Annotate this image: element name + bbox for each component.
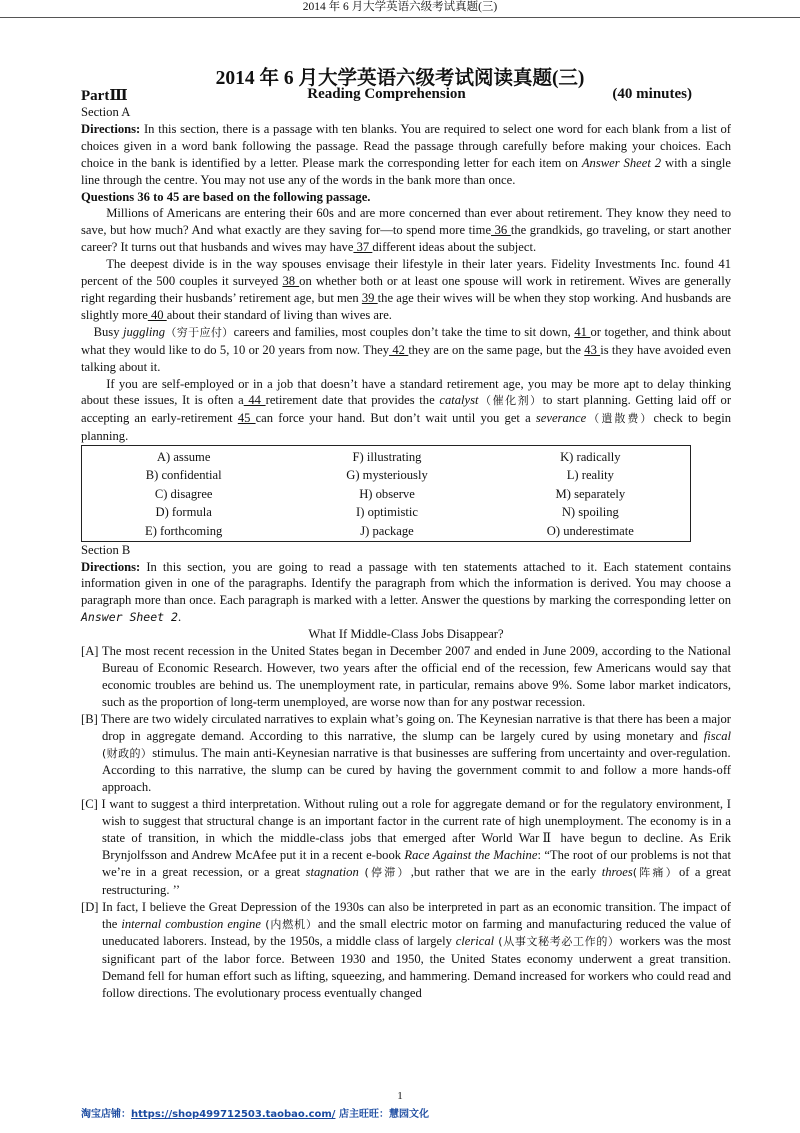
shop-footer: [81, 1105, 429, 1120]
blank-43: 43: [584, 342, 601, 357]
text-run: ,but rather that we are in the early: [410, 864, 602, 879]
text-run: : “The root of our problems is not that we’re in a great recession, or a great: [102, 847, 731, 879]
text-run: the age their wives will be when they stop working. And husbands are slightly more: [81, 290, 731, 322]
shop-link[interactable]: https://shop499712503.taobao.com/: [131, 1109, 336, 1120]
shop-label: 淘宝店铺：: [81, 1109, 131, 1120]
text-run: and the small electric motor on farming and manufacturing reduced the value of uneducated laborers. Instead, by the 1950s, a middle class of largely: [102, 916, 731, 949]
word-bank-option: O) underestimate: [546, 523, 634, 538]
passage-paragraph-2: [81, 256, 731, 324]
text-run: can force your hand. But don’t wait until you get a: [255, 411, 536, 426]
section-a-directions: [81, 121, 731, 189]
part-name: Reading Comprehension: [307, 86, 466, 102]
gloss-cn: （穷于应付）: [165, 325, 234, 339]
gloss-cn: (从事文秘考必工作的）: [494, 935, 620, 949]
term-severance: severance: [535, 411, 587, 426]
term-internal-combustion-engine: internal combustion engine: [121, 916, 261, 931]
word-bank-row: [82, 485, 692, 504]
text-run: they are on the same page, but the: [408, 342, 585, 357]
term-stagnation: stagnation: [305, 864, 359, 879]
word-bank-table: [82, 448, 692, 541]
blank-39: 39: [361, 290, 378, 305]
word-bank-row: [82, 448, 692, 467]
text-run: check to begin planning.: [81, 411, 731, 444]
page-number: 1: [397, 1090, 403, 1102]
passage-paragraph-4: [81, 376, 731, 446]
text-run: of a great restructuring. ’’: [102, 864, 732, 897]
word-bank-row: [82, 522, 692, 541]
word-bank-option: G) mysteriously: [346, 468, 428, 483]
directions-tail: .: [177, 610, 182, 625]
document-body: [81, 104, 731, 1002]
gloss-cn: （催化剂）: [478, 394, 543, 408]
passage-title: What If Middle-Class Jobs Disappear?: [308, 627, 504, 642]
running-header: 2014 年 6 月大学英语六级考试真题(三): [0, 0, 800, 18]
term-throes: throes: [601, 864, 633, 879]
directions-tail: with a single line through the centre. You may not use any of the words in the bank more than once.: [81, 155, 731, 187]
word-bank: [81, 445, 691, 542]
text-run: to start planning. Getting laid off or accepting an early-retirement: [81, 393, 732, 426]
questions-heading: Questions 36 to 45 are based on the following passage.: [81, 189, 371, 204]
text-run: the grandkids, go traveling, or start another career? It turns out that husbands and wives may have: [81, 223, 732, 255]
blank-37: 37: [353, 240, 373, 255]
blank-44: 44: [243, 393, 266, 408]
text-run: [B] There are two widely circulated narratives to explain what’s going on. The Keynesian narrative is that there has been a major drop in aggregate demand. According to this narrative, the slump can be largely cured by using monetary and: [81, 711, 731, 743]
gloss-cn: （遣散费）: [586, 412, 654, 426]
section-b-directions: [81, 559, 731, 627]
word-bank-option: H) observe: [359, 486, 415, 501]
text-run: The deepest divide is in the way spouses envisage their lifestyle in their later years. Fidelity Investments Inc. found 41 percent of the 500 couples it surveyed: [81, 257, 731, 289]
word-bank-option: I) optimistic: [356, 505, 418, 520]
text-run: Millions of Americans are entering their 60s and are more concerned than ever about retirement. They know they need to save, but how much? And what exactly are they saving for—to spend more time: [81, 206, 731, 238]
paragraph-c: [81, 796, 731, 898]
answer-sheet-ref: Answer Sheet 2: [81, 610, 178, 625]
passage-paragraph-1: [81, 205, 731, 256]
text-run: retirement date that provides the: [265, 393, 440, 408]
word-bank-option: N) spoiling: [561, 505, 619, 520]
directions-label: Directions:: [81, 121, 141, 136]
blank-38: 38: [282, 274, 300, 289]
answer-sheet-ref: Answer Sheet 2: [581, 155, 662, 170]
text-run: [D] In fact, I believe the Great Depression of the 1930s can also be interpreted in part as an economic transition. The impact of the: [81, 899, 731, 931]
word-bank-option: L) reality: [566, 468, 614, 483]
section-b-label: Section B: [81, 542, 131, 557]
text-run: about their standard of living than wives are.: [166, 307, 392, 322]
directions-text: In this section, there is a passage with ten blanks. You are required to select one word for each blank from a list of choices given in a word bank following the passage. Read the passage through carefully before making your choices. Each choice in the bank is identified by a letter. Please mark the corresponding letter for each item on: [81, 121, 731, 170]
word-bank-option: E) forthcoming: [145, 523, 223, 538]
text-run: is they have avoided even talking about it.: [81, 342, 732, 374]
text-run: [C] I want to suggest a third interpretation. Without ruling out a role for aggregate demand or for the regulatory environment, I wish to suggest that structural change is an important factor in the current rate of high unemployment. The economy is in a state of transition, in which the middle-class jobs that emerged after World WarⅡ have begun to decline. As Erik Brynjolfsson and Andrew McAfee put it in a recent e-book: [81, 797, 731, 862]
word-bank-option: B) confidential: [145, 468, 222, 483]
word-bank-option: A) assume: [156, 449, 211, 464]
blank-41: 41: [574, 324, 591, 339]
word-bank-option: C) disagree: [154, 486, 213, 501]
blank-42: 42: [389, 342, 409, 357]
blank-36: 36: [491, 223, 511, 238]
directions-label: Directions:: [81, 559, 141, 574]
word-bank-row: [82, 467, 692, 486]
book-title: Race Against the Machine: [404, 847, 538, 862]
word-bank-option: J) package: [360, 523, 414, 538]
part-time: (40 minutes): [612, 86, 692, 102]
text-run: stimulus. The main anti-Keynesian narrative is that businesses are suffering from uncertainty and over-regulation. According to this narrative, the slump can be cured by having the government commit to and follow a more hands-off approach.: [102, 745, 731, 795]
passage-paragraph-3: [81, 324, 731, 376]
gloss-cn: (阵痛）: [632, 865, 679, 879]
text-run: or together, and think about what they would like to do 5, 10 or 20 years from now. They: [81, 324, 732, 357]
part-label: PartⅢ: [81, 88, 128, 104]
directions-text: In this section, you are going to read a passage with ten statements attached to it. Each statement contains information given in one of the paragraphs. Identify the paragraph from which the information is derived. You may choose a paragraph more than once. Each paragraph is marked with a letter. Answer the questions by marking the corresponding letter on: [81, 559, 731, 608]
gloss-cn: (内燃机）: [260, 917, 318, 931]
gloss-cn: (停滞）: [358, 865, 411, 879]
term-clerical: clerical: [455, 934, 495, 949]
word-bank-option: F) illustrating: [352, 449, 422, 464]
page-title: 2014 年 6 月大学英语六级考试阅读真题(三): [215, 68, 585, 89]
text-run: If you are self-employed or in a job that doesn’t have a standard retirement age, you may be more apt to delay thinking about these issues, It is often a: [81, 376, 731, 408]
text-run: workers was the most significant part of the labor force. Between 1930 and 1950, the United States economy underwent a great transition. Demand fell for human effort such as lifting, squeezing, and hammering. Demand increased for workers who could read and follow directions. The evolutionary process eventually changed: [102, 934, 731, 1001]
term-fiscal: fiscal: [703, 728, 731, 743]
part-heading: [81, 86, 692, 104]
paragraph-a: [A] The most recent recession in the United States began in December 2007 and ended in June 2009, according to the National Bureau of Economic Research. However, two years after the official end of the recession, few Americans would say that economic troubles are behind us. The unemployment rate, in particular, remains above 9%. Some labor market indicators, such as the proportion of long-term unemployed, are worse now than for any postwar recession.: [81, 644, 731, 709]
text-run: careers and families, most couples don’t take the time to sit down,: [233, 324, 575, 339]
blank-45: 45: [237, 411, 256, 426]
word-bank-option: K) radically: [560, 449, 621, 464]
term-juggling: juggling: [123, 324, 165, 339]
gloss-cn: (财政的）: [102, 746, 153, 760]
shop-owner: 店主旺旺：慧园文化: [335, 1109, 429, 1120]
paragraph-d: [81, 899, 731, 1002]
text-run: on whether both or at least one spouse will work in retirement. Wives are generally right regarding their husbands’ retirement age, but men: [81, 274, 732, 305]
word-bank-option: D) formula: [155, 505, 212, 520]
word-bank-row: [82, 504, 692, 523]
word-bank-option: M) separately: [555, 486, 626, 501]
paragraph-b: [81, 711, 731, 797]
term-catalyst: catalyst: [439, 393, 479, 408]
blank-40: 40: [147, 307, 167, 322]
section-a-label: Section A: [81, 105, 131, 119]
text-run: different ideas about the subject.: [372, 240, 537, 255]
text-run: Busy: [93, 324, 124, 339]
